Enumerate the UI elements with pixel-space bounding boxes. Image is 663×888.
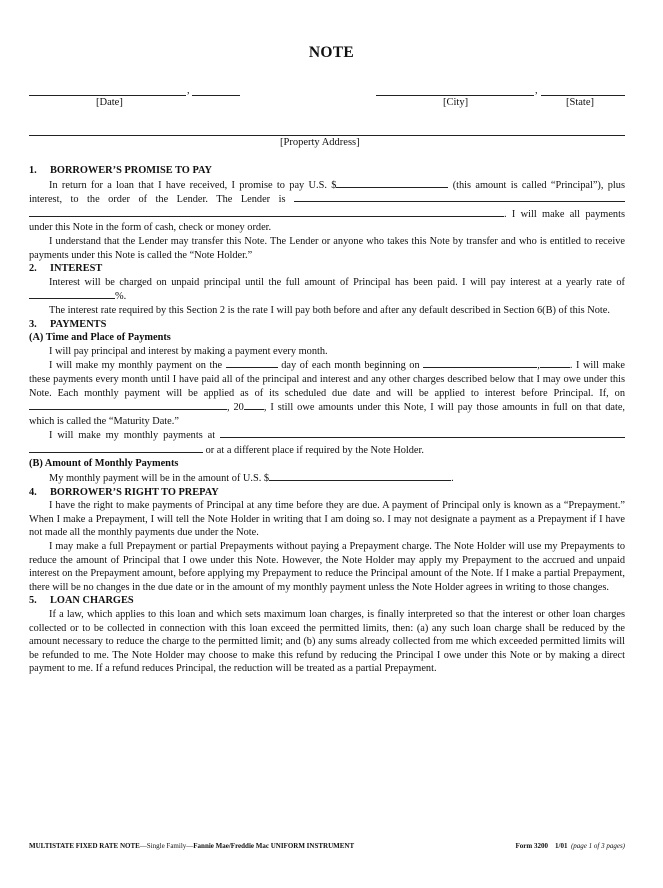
city-blank[interactable] bbox=[376, 95, 534, 96]
section-5-paragraph: If a law, which applies to this loan and which sets maximum loan charges, is finally interpreted so that the interest or other loan charges collected or to be collected in connection with this loan exceed the permitted limits, then: (a) any such loan charge shall be reduced by the amount necessary to reduce the charge to the permitted limit; and (b) any sums already collected from me which exceeded permitted limits will be refunded to me. The Note Holder may choose to make this refund by reducing the Principal I owe under this Note or by making a direct payment to me. If a refund reduces Principal, the reduction will be treated as a partial Prepayment. bbox=[29, 609, 625, 675]
section-1-paragraph: In return for a loan that I have received, I promise to pay U.S. $ (this amount is called “Principal”), plus interest, to the order of the Lender. The Lender is . I will make all payments under this Note in the form of cash, check or money order. bbox=[29, 179, 625, 234]
section-4-heading: 4. BORROWER’S RIGHT TO PREPAY bbox=[29, 486, 219, 498]
note-body bbox=[29, 164, 625, 676]
section-3a-heading: (A) Time and Place of Payments bbox=[29, 332, 171, 344]
state-label: [State] bbox=[566, 97, 594, 108]
section-3a-paragraph-1: I will pay principal and interest by making a payment every month. bbox=[49, 345, 328, 357]
section-2-heading: 2. INTEREST bbox=[29, 263, 103, 275]
lender-name-blank[interactable] bbox=[294, 192, 625, 202]
footer-form-info: Form 3200 1/01 (page 1 of 3 pages) bbox=[515, 842, 625, 850]
payment-day-blank[interactable] bbox=[226, 358, 278, 368]
maturity-year-blank[interactable] bbox=[244, 400, 264, 410]
city-label: [City] bbox=[443, 97, 469, 108]
date-label: [Date] bbox=[96, 97, 123, 108]
comma: , bbox=[187, 85, 190, 96]
property-address-label: [Property Address] bbox=[280, 137, 360, 148]
property-address-blank[interactable] bbox=[29, 135, 625, 136]
section-2-paragraph: Interest will be charged on unpaid principal until the full amount of Principal has been paid. I will pay interest at a yearly rate of %. bbox=[29, 276, 625, 304]
section-3b-heading: (B) Amount of Monthly Payments bbox=[29, 458, 179, 470]
section-4-paragraph-2: I may make a full Prepayment or partial Prepayments without paying a Prepayment charge. The Note Holder will use my Prepayments to reduce the amount of Principal that I owe under this Note. However, the Note Holder may apply my Prepayment to the accrued and unpaid interest on the Prepayment amount, before applying my Prepayment to reduce the Principal amount of the Note. If I make a partial Prepayment, there will be no changes in the due date or in the amount of my monthly payment unless the Note Holder agrees in writing to those changes. bbox=[29, 541, 625, 593]
comma: , bbox=[535, 85, 538, 96]
year-blank[interactable] bbox=[192, 95, 240, 96]
interest-rate-blank[interactable] bbox=[29, 289, 115, 299]
section-1-heading: 1. BORROWER’S PROMISE TO PAY bbox=[29, 165, 212, 176]
payment-place-blank-cont[interactable] bbox=[29, 443, 203, 453]
page-title: NOTE bbox=[308, 44, 355, 61]
section-4-paragraph-1: I have the right to make payments of Principal at any time before they are due. A payment of Principal only is known as a “Prepayment.” When I make a Prepayment, I will tell the Note Holder in writing that I am doing so. I may not designate a payment as a Prepayment if I have not made all the monthly payments due under the Note. bbox=[29, 500, 625, 539]
footer-instrument: MULTISTATE FIXED RATE NOTE—Single Family—Fannie Mae/Freddie Mac UNIFORM INSTRUMENT bbox=[29, 842, 355, 850]
date-blank[interactable] bbox=[29, 95, 186, 96]
first-payment-date-blank[interactable] bbox=[423, 358, 537, 368]
section-3a-paragraph-2: I will make my monthly payment on the day of each month beginning on , . I will make these payments every month until I have paid all of the principal and interest and any other charges described below that I may owe under this Note. Each monthly payment will be applied as of its scheduled due date and will be applied to interest before Principal. If, on , 20 , I still owe amounts under this Note, I will pay those amounts in full on that date, which is called the “Maturity Date.” bbox=[29, 360, 626, 427]
lender-name-blank-cont[interactable] bbox=[29, 207, 504, 217]
section-1-paragraph-2: I understand that the Lender may transfer this Note. The Lender or anyone who takes this Note by transfer and who is entitled to receive payments under this Note is called the “Note Holder.” bbox=[29, 235, 625, 261]
first-payment-year-blank[interactable] bbox=[540, 358, 570, 368]
section-5-heading: 5. LOAN CHARGES bbox=[29, 595, 134, 607]
principal-amount-blank[interactable] bbox=[336, 178, 448, 188]
section-2-paragraph-2: The interest rate required by this Section 2 is the rate I will pay both before and after any default described in Section 6(B) of this Note. bbox=[49, 304, 610, 316]
monthly-payment-amount-blank[interactable] bbox=[269, 471, 451, 481]
payment-place-blank[interactable] bbox=[220, 428, 625, 438]
section-3a-paragraph-3: I will make my monthly payments at or at a different place if required by the Note Holder. bbox=[29, 428, 625, 457]
maturity-date-blank[interactable] bbox=[29, 400, 227, 410]
section-3-heading: 3. PAYMENTS bbox=[29, 318, 107, 330]
section-3b-paragraph: My monthly payment will be in the amount of U.S. $ . bbox=[49, 473, 454, 485]
state-blank[interactable] bbox=[541, 95, 625, 96]
